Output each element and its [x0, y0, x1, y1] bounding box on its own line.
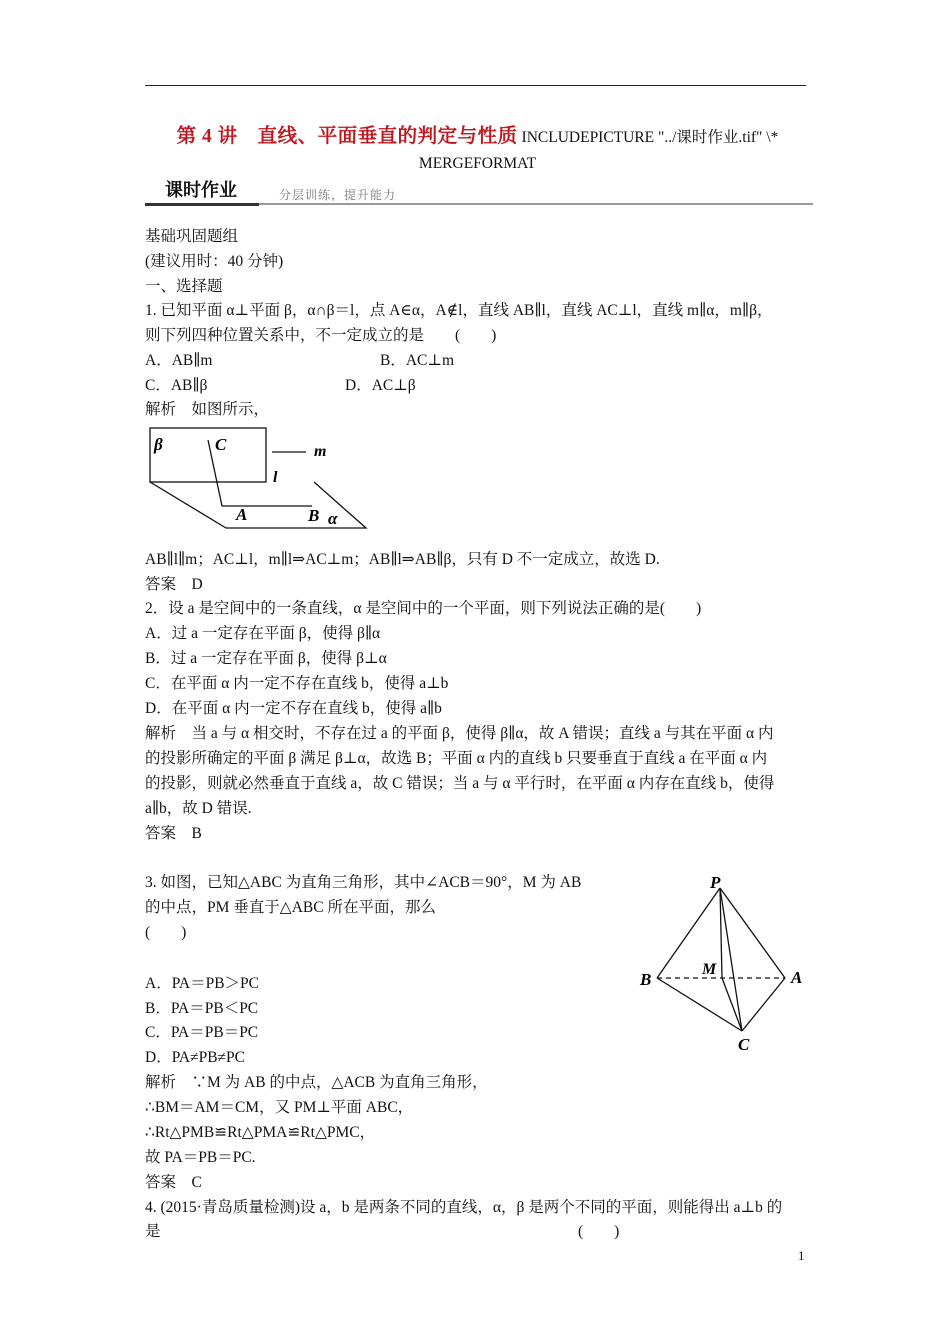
homework-banner [145, 178, 813, 208]
banner-underline [145, 203, 259, 206]
q3-stem-line-3: ( ) [145, 924, 187, 941]
label-alpha: α [328, 509, 338, 528]
edge-mc [722, 978, 742, 1031]
q1-option-b: B．AC⊥m [380, 352, 455, 369]
q3-stem-line-2: 的中点，PM 垂直于△ABC 所在平面，那么 [145, 899, 436, 916]
label-a: A [791, 968, 803, 987]
q3-option-b: B．PA＝PB＜PC [145, 1000, 259, 1017]
q4-answer-paren: ( ) [578, 1223, 620, 1240]
label-p: P [710, 873, 721, 892]
label-c: C [215, 435, 227, 454]
label-a: A [236, 505, 248, 524]
q2-analysis-line-2: 的投影所确定的平面 β 满足 β⊥α，故选 B；平面 α 内的直线 b 只要垂直于直线 a 在平面 α 内 [145, 750, 768, 767]
label-b: B [640, 970, 652, 989]
q3-analysis-line-1: 解析 ∵M 为 AB 的中点，△ACB 为直角三角形， [145, 1074, 488, 1091]
edge-bc [657, 978, 742, 1031]
label-b: B [308, 506, 320, 525]
q2-option-d: D．在平面 α 内一定不存在直线 b，使得 a∥b [145, 700, 442, 717]
mergeformat-field-code: MERGEFORMAT [418, 155, 537, 172]
banner-subtitle: 分层训练，提升能力 [279, 188, 397, 202]
q1-option-d: D．AC⊥β [345, 377, 416, 394]
edge-pc [720, 888, 742, 1031]
edge-ac [742, 978, 785, 1031]
plane-beta [150, 428, 266, 482]
label-m: M [702, 961, 717, 978]
q3-answer: 答案 C [145, 1174, 202, 1191]
q2-analysis-line-4: a∥b，故 D 错误. [145, 800, 252, 817]
label-c: C [738, 1035, 750, 1054]
q3-option-a: A．PA＝PB＞PC [145, 975, 260, 992]
q3-analysis-line-3: ∴Rt△PMB≌Rt△PMA≌Rt△PMC， [145, 1124, 376, 1141]
q3-option-d: D．PA≠PB≠PC [145, 1049, 246, 1066]
q1-answer: 答案 D [145, 576, 203, 593]
q1-option-a: A．AB∥m [145, 352, 213, 369]
q2-option-c: C．在平面 α 内一定不存在直线 b，使得 a⊥b [145, 675, 449, 692]
q2-option-a: A．过 a 一定存在平面 β，使得 β∥α [145, 625, 381, 642]
label-l: l [273, 469, 278, 486]
q1-option-c: C．AB∥β [145, 377, 208, 394]
banner-label: 课时作业 [165, 180, 237, 201]
page-title [145, 124, 810, 177]
q1-planes-figure [140, 420, 380, 535]
q1-stem-line-1: 1. 已知平面 α⊥平面 β，α∩β＝l，点 A∈α，A∉l，直线 AB∥l，直线 AC⊥l，直线 m∥α，m∥β， [145, 302, 773, 319]
q2-answer: 答案 B [145, 825, 202, 842]
label-m: m [314, 443, 327, 460]
q1-stem-line-2: 则下列四种位置关系中，不一定成立的是 ( ) [145, 327, 497, 344]
q3-analysis-line-4: 故 PA＝PB＝PC. [145, 1149, 256, 1166]
include-field-code: INCLUDEPICTURE "../课时作业.tif" \* [521, 129, 779, 146]
q2-analysis-line-3: 的投影，则就必然垂直于直线 a，故 C 错误；当 a 与 α 平行时，在平面 α 内存在直线 b，使得 [145, 775, 775, 792]
q2-option-b: B．过 a 一定存在平面 β，使得 β⊥α [145, 650, 387, 667]
section-heading: 一、选择题 [145, 278, 223, 295]
label-beta: β [154, 435, 163, 454]
page-number: 1 [798, 1248, 805, 1263]
lecture-title: 第 4 讲 直线、平面垂直的判定与性质 [176, 126, 518, 147]
q3-pyramid-figure [630, 868, 820, 1058]
q1-analysis: AB∥l∥m；AC⊥l，m∥l⇒AC⊥m；AB∥l⇒AB∥β，只有 D 不一定成立，故选 D. [145, 551, 660, 568]
q4-stem-line-2: 是 [145, 1223, 161, 1240]
q1-analysis-intro: 解析 如图所示， [145, 401, 270, 418]
suggested-time: (建议用时：40 分钟) [145, 253, 284, 270]
q2-analysis-line-1: 解析 当 a 与 α 相交时，不存在过 a 的平面 β，使得 β∥α，故 A 错误；直线 a 与其在平面 α 内 [145, 725, 774, 742]
edge-pa [720, 888, 785, 978]
banner-divider [259, 203, 813, 205]
q3-analysis-line-2: ∴BM＝AM＝CM，又 PM⊥平面 ABC， [145, 1099, 414, 1116]
q4-stem-line-1: 4. (2015·青岛质量检测)设 a，b 是两条不同的直线，α，β 是两个不同的平面，则能得出 a⊥b 的 [145, 1199, 783, 1216]
header-rule [145, 85, 806, 86]
q3-stem-line-1: 3. 如图，已知△ABC 为直角三角形，其中∠ACB＝90°，M 为 AB [145, 874, 582, 891]
group-heading: 基础巩固题组 [145, 228, 239, 245]
q2-stem: 2．设 a 是空间中的一条直线，α 是空间中的一个平面，则下列说法正确的是( ) [145, 600, 702, 617]
q3-option-c: C．PA＝PB＝PC [145, 1024, 259, 1041]
